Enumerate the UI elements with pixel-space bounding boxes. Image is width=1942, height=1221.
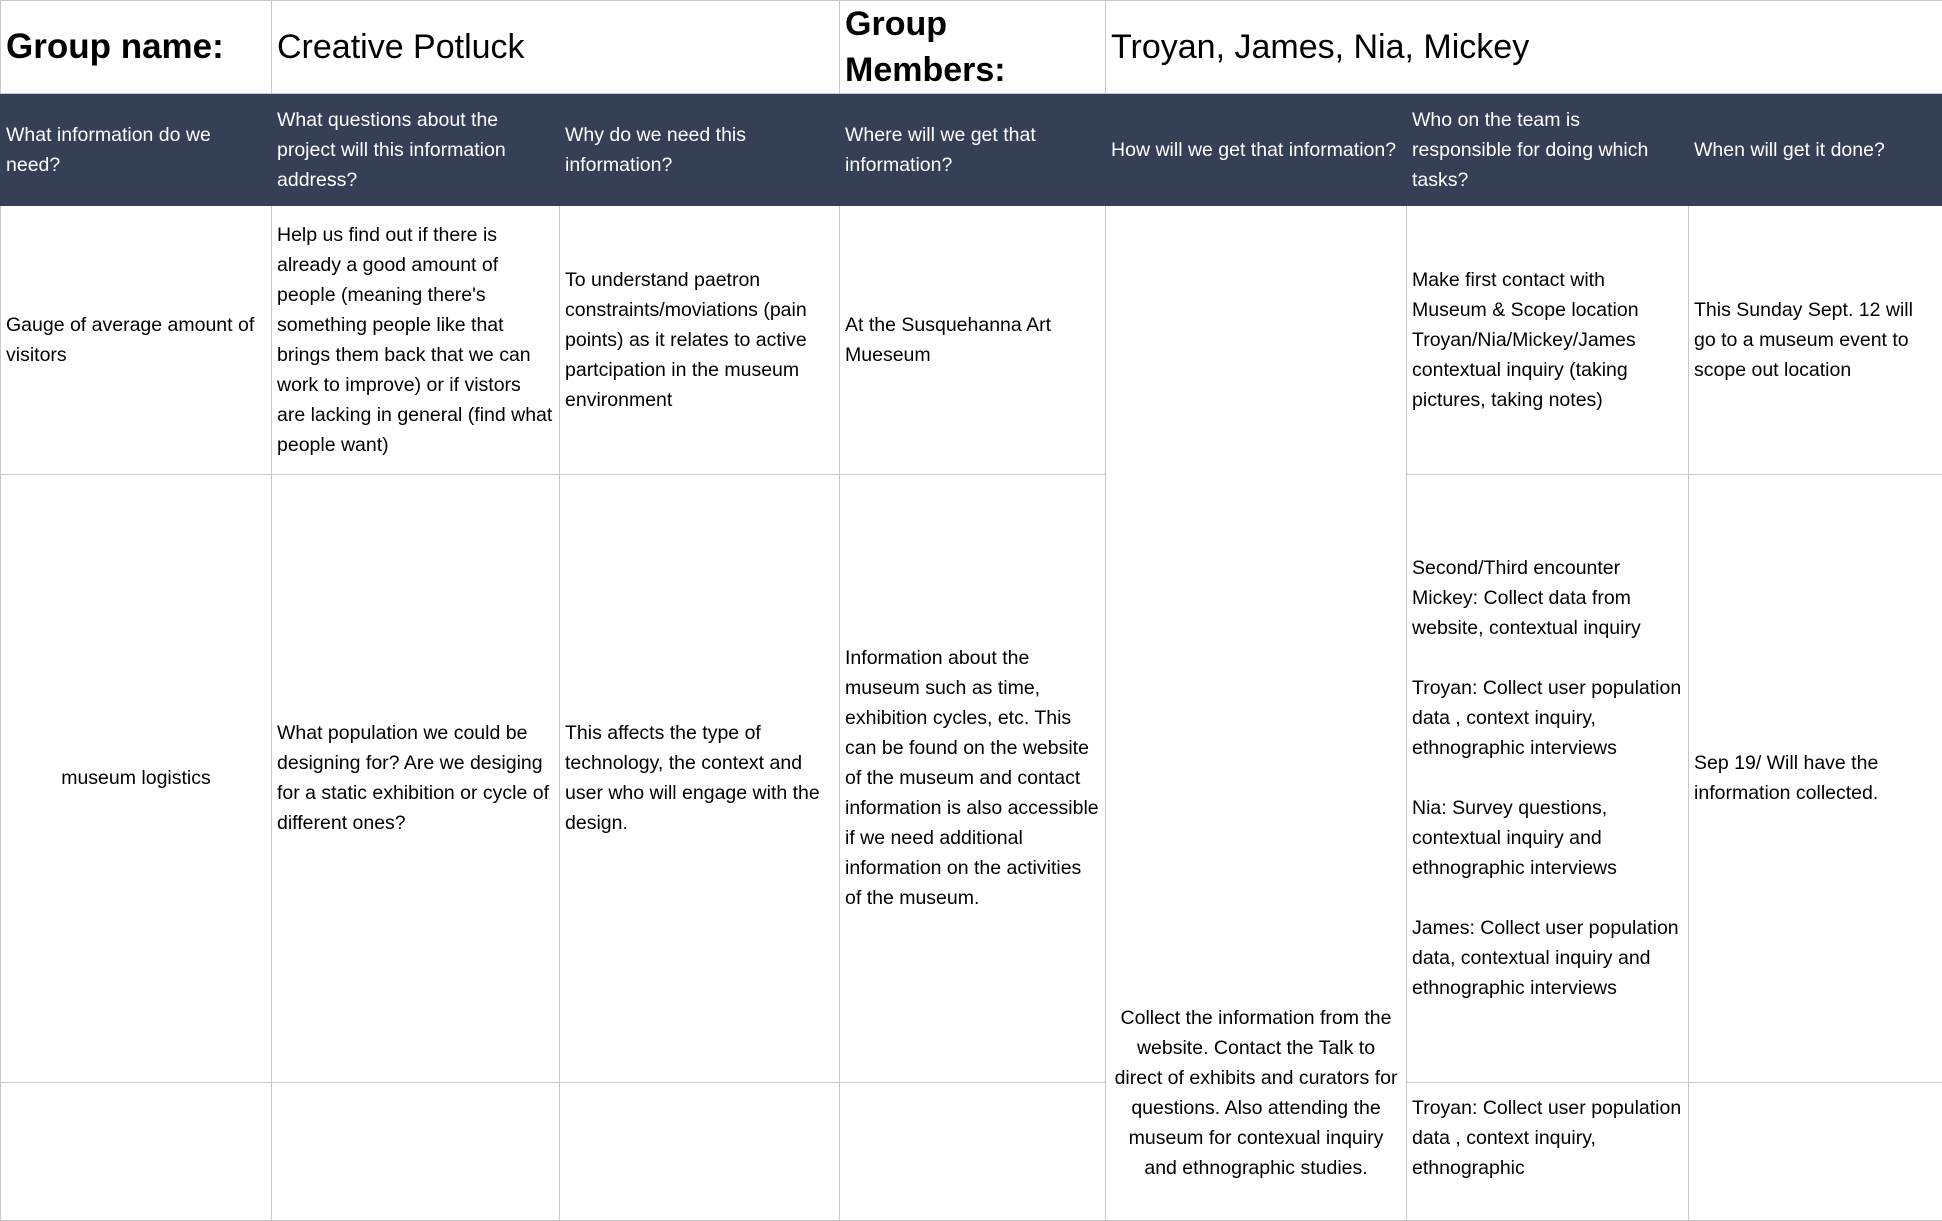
group-members-value[interactable]: Troyan, James, Nia, Mickey xyxy=(1106,1,1942,94)
cell-who[interactable]: Make first contact with Museum & Scope location Troyan/Nia/Mickey/James contextual inquiry (taking pictures, taking notes) xyxy=(1407,206,1689,475)
cell-info[interactable] xyxy=(1,1082,272,1220)
cell-when[interactable]: This Sunday Sept. 12 will go to a museum event to scope out location xyxy=(1689,206,1942,475)
column-header-where[interactable]: Where will we get that information? xyxy=(840,94,1106,206)
cell-questions[interactable]: What population we could be designing for? Are we desiging for a static exhibition or cycle of different ones? xyxy=(272,474,560,1082)
cell-why[interactable]: To understand paetron constraints/moviations (pain points) as it relates to active partcipation in the museum environment xyxy=(560,206,840,475)
column-header-when[interactable]: When will get it done? xyxy=(1689,94,1942,206)
table-row xyxy=(1,206,1942,475)
table-row xyxy=(1,474,1942,1082)
cell-when[interactable]: Sep 19/ Will have the information collected. xyxy=(1689,474,1942,1082)
cell-where[interactable]: At the Susquehanna Art Mueseum xyxy=(840,206,1106,475)
cell-who[interactable]: Troyan: Collect user population data , context inquiry, ethnographic xyxy=(1407,1082,1689,1220)
cell-where[interactable]: Information about the museum such as time, exhibition cycles, etc. This can be found on the website of the museum and contact information is also accessible if we need additional information on the activities of the museum. xyxy=(840,474,1106,1082)
column-header-questions[interactable]: What questions about the project will this information address? xyxy=(272,94,560,206)
cell-how-merged[interactable]: Collect the information from the website. Contact the Talk to direct of exhibits and curators for questions. Also attending the museum for contexual inquiry and ethnographic studies. xyxy=(1106,206,1407,1221)
group-name-label[interactable]: Group name: xyxy=(1,1,272,94)
table-row xyxy=(1,1082,1942,1220)
cell-info[interactable]: museum logistics xyxy=(1,474,272,1082)
cell-where[interactable] xyxy=(840,1082,1106,1220)
column-header-who[interactable]: Who on the team is responsible for doing which tasks? xyxy=(1407,94,1689,206)
cell-when[interactable] xyxy=(1689,1082,1942,1220)
cell-questions[interactable] xyxy=(272,1082,560,1220)
cell-questions[interactable]: Help us find out if there is already a good amount of people (meaning there's something people like that brings them back that we can work to improve) or if vistors are lacking in general (find what people want) xyxy=(272,206,560,475)
column-header-info[interactable]: What information do we need? xyxy=(1,94,272,206)
cell-who[interactable]: Second/Third encounter Mickey: Collect data from website, contextual inquiry Troyan: Collect user population data , context inquiry, ethnographic interviews Nia: Survey questions, contextual inquiry and ethnographic interviews James: Collect user population data, contextual inquiry and ethnographic interviews xyxy=(1407,474,1689,1082)
group-members-label[interactable]: Group Members: xyxy=(840,1,1106,94)
group-name-value[interactable]: Creative Potluck xyxy=(272,1,840,94)
column-header-how[interactable]: How will we get that information? xyxy=(1106,94,1407,206)
cell-info[interactable]: Gauge of average amount of visitors xyxy=(1,206,272,475)
cell-why[interactable]: This affects the type of technology, the context and user who will engage with the design. xyxy=(560,474,840,1082)
title-row xyxy=(1,1,1942,94)
column-header-row xyxy=(1,94,1942,206)
cell-why[interactable] xyxy=(560,1082,840,1220)
column-header-why[interactable]: Why do we need this information? xyxy=(560,94,840,206)
